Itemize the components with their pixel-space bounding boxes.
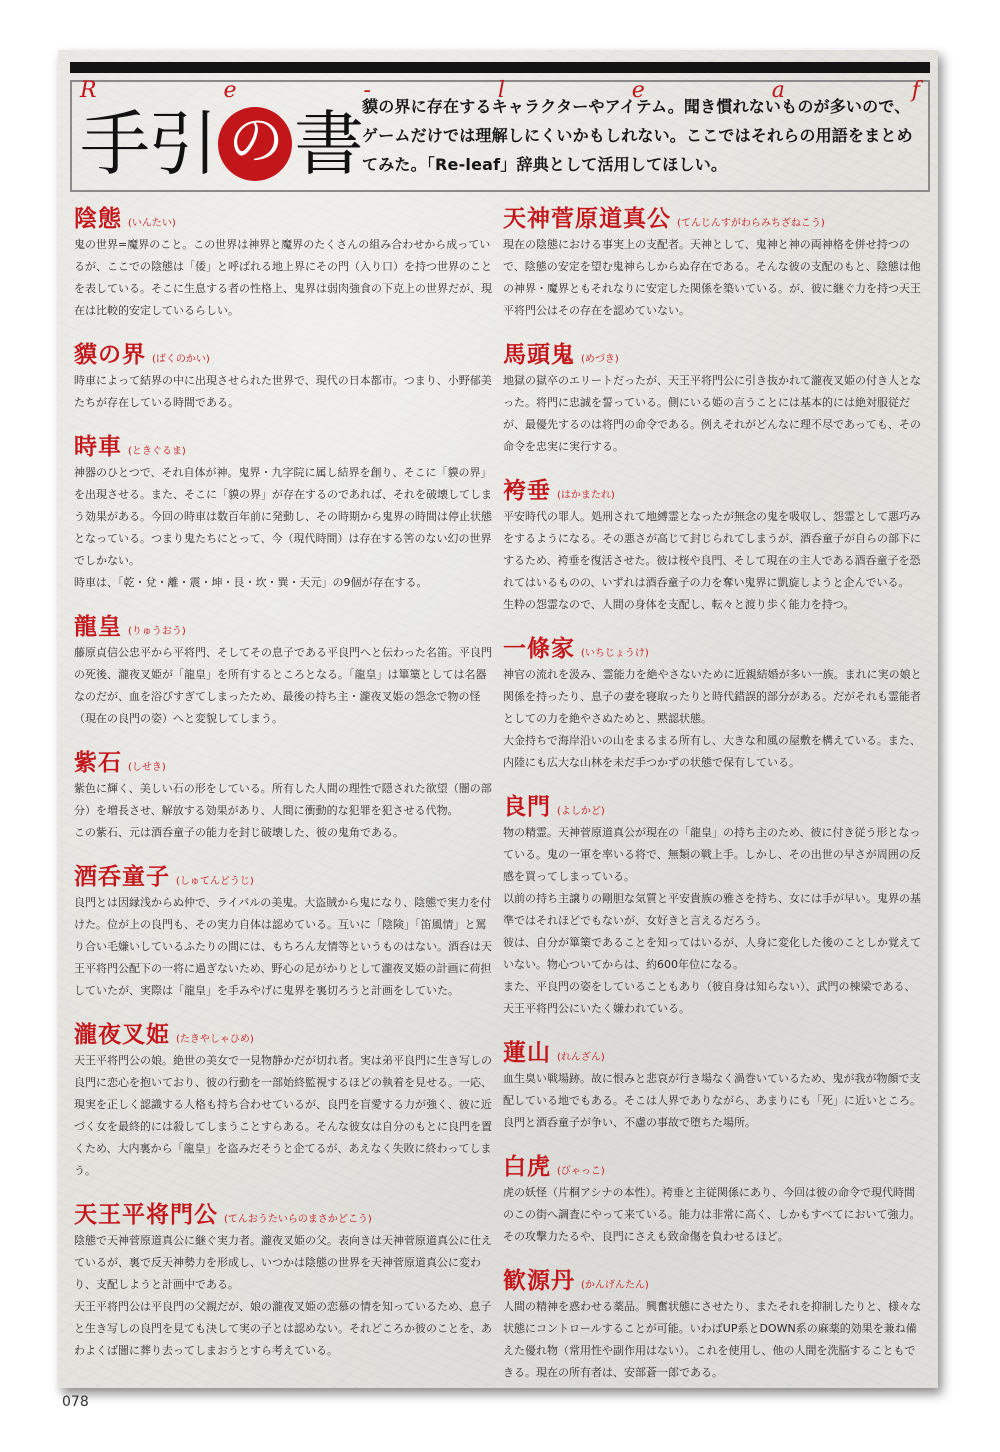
- entry-body: [74, 778, 494, 844]
- header-letter: l: [497, 78, 505, 103]
- entry-term: 天王平将門公: [74, 1202, 218, 1228]
- entry-term: 白虎: [503, 1154, 551, 1180]
- glossary-entry: [503, 1262, 923, 1384]
- entry-paragraph: 現在の陰態における事実上の支配者。天神として、鬼神と神の両神格を併せ持つので、陰態の安定を望む鬼神らしからぬ存在である。そんな彼の支配のもと、陰態は他の神界・魔界ともそれなりに安定した関係を築いている。が、彼に継ぐ力を持つ天王平将門公はその存在を認めていない。: [503, 238, 921, 317]
- entry-body: [503, 664, 923, 774]
- entry-term: 陰態: [74, 206, 122, 232]
- entry-paragraph: 地獄の獄卒のエリートだったが、天王平将門公に引き抜かれて瀧夜叉姫の付き人となった。将門に忠誠を誓っている。側にいる姫の言うことには基本的には絶対服従だが、最優先するのは将門の命令である。例えそれがどんなに理不尽であっても、その命令を忠実に実行する。: [503, 374, 921, 453]
- entry-paragraph: 天王平将門公は平良門の父親だが、娘の瀧夜叉姫の恋慕の情を知っているため、息子と生き写しの良門を見ても決して実の子とは認めない。それどころか彼のことを、あわよくば闇に葬り去ってしまおうとすら考えている。: [74, 1300, 492, 1357]
- entry-paragraph: 紫色に輝く、美しい石の形をしている。所有した人間の理性で隠された欲望（闇の部分）を増長させ、解放する効果があり、人間に衝動的な犯罪を犯させる代物。: [74, 782, 492, 817]
- entry-heading: [503, 1034, 923, 1066]
- right-column: [503, 200, 923, 1398]
- entry-paragraph: 陰態で天神菅原道真公に継ぐ実力者。瀧夜叉姫の父。表向きは天神菅原道真公に仕えているが、裏で反天神勢力を形成し、いつかは陰態の世界を天神菅原道真公に変わり、支配しようと計画中である。: [74, 1234, 492, 1291]
- entry-body: [74, 642, 494, 730]
- entry-paragraph: 天王平将門公の娘。絶世の美女で一見物静かだが切れ者。実は弟平良門に生き写しの良門に恋心を抱いており、彼の行動を一部始終監視するほどの執着を見せる。一応、現実を正しく認識する人格も持ち合わせているが、良門を盲愛する力が強く、彼に近づく女を最終的には殺してしまうことすらある。そんな彼女は自分のもとに良門を置くため、大内裏から「龍皇」を盗みだそうと企てるが、あえなく失敗に終わってしまう。: [74, 1054, 492, 1177]
- glossary-entry: [503, 336, 923, 458]
- entry-paragraph: 大金持ちで海岸沿いの山をまるまる所有し、大きな和風の屋敷を構えている。また、内陸にも広大な山林を未だ手つかずの状態で保有している。: [503, 734, 921, 769]
- intro-text: 貘の界に存在するキャラクターやアイテム。聞き慣れないものが多いので、ゲームだけでは理解しにくいかもしれない。ここではそれらの用語をまとめてみた。「Re-leaf」辞典として活用してほしい。: [362, 97, 913, 174]
- entry-reading: (はかまたれ): [557, 490, 615, 501]
- left-column: [74, 200, 494, 1376]
- entry-reading: (いちじょうけ): [581, 648, 649, 659]
- entry-term: 馬頭鬼: [503, 342, 575, 368]
- entry-term: 良門: [503, 794, 551, 820]
- header-letter: e: [223, 78, 237, 103]
- entry-reading: (たきやしゃひめ): [176, 1034, 254, 1045]
- entry-paragraph: 鬼の世界=魔界のこと。この世界は神界と魔界のたくさんの組み合わせから成っているが、ここでの陰態は「倭」と呼ばれる地上界にその門（入り口）を持つ世界のことを表している。そこに生息する者の性格上、鬼界は弱肉強食の下克上の世界だが、現在は比較的安定しているらしい。: [74, 238, 492, 317]
- entry-paragraph: 時車は、「乾・兌・離・震・坤・艮・坎・巽・天元」の9個が存在する。: [74, 576, 428, 589]
- entry-reading: (ばくのかい): [152, 354, 210, 365]
- entry-body: [74, 1230, 494, 1362]
- entry-reading: (かんげんたん): [581, 1280, 649, 1291]
- entry-paragraph: 平安時代の罪人。処刑されて地縛霊となったが無念の鬼を吸収し、怨霊として悪巧みをするようになる。その悪さが高じて封じられてしまうが、酒呑童子が自らの部下にするため、袴垂を復活させた。彼は桜や良門、そして現在の主人である酒呑童子を恐れてはいるものの、いずれは酒呑童子の力を奪い鬼界に凱旋しようと企んでいる。: [503, 510, 921, 589]
- header-letter: e: [631, 78, 645, 103]
- entry-heading: [503, 788, 923, 820]
- header-letter: f: [911, 78, 920, 103]
- header-letter: R: [80, 78, 97, 103]
- page-title-logo: [80, 96, 360, 192]
- entry-term: 酒呑童子: [74, 864, 170, 890]
- logo-text-first: 手引: [80, 103, 216, 185]
- glossary-entry: [74, 200, 494, 322]
- entry-paragraph: 時車によって結界の中に出現させられた世界で、現代の日本都市。つまり、小野郁美たちが存在している時間である。: [74, 374, 492, 409]
- entry-reading: (てんおうたいらのまさかどこう): [224, 1214, 372, 1225]
- header-letter: -: [363, 78, 371, 103]
- entry-reading: (びゃっこ): [557, 1166, 605, 1177]
- entry-heading: [74, 1196, 494, 1228]
- entry-reading: (りゅうおう): [128, 626, 186, 637]
- entry-paragraph: 彼は、自分が篳篥であることを知ってはいるが、人身に変化した後のことしか覚えていない。物心ついてからは、約600年位になる。: [503, 936, 921, 971]
- glossary-entry: [74, 1196, 494, 1362]
- entry-paragraph: 血生臭い戦場跡。故に恨みと悲哀が行き場なく渦巻いているため、鬼が我が物顔で支配している地でもある。そこは人界でありながら、あまりにも「死」に近いところ。良門と酒呑童子が争い、不慮の事故で堕ちた場所。: [503, 1072, 921, 1129]
- entry-paragraph: 良門とは因縁浅からぬ仲で、ライバルの美鬼。大盗賊から鬼になり、陰態で実力を付けた。位が上の良門も、その実力自体は認めている。互いに「陰険」「笛風情」と罵り合い毛嫌いしているふたりの間には、もちろん友情等というものはない。酒呑は天王平将門公配下の一将に過ぎないため、野心の足がかりとして瀧夜叉姫の計画に荷担していたが、実際は「龍皇」を手みやげに鬼界を裏切ろうと計画をしていた。: [74, 896, 492, 997]
- entry-heading: [74, 858, 494, 890]
- entry-term: 袴垂: [503, 478, 551, 504]
- entry-reading: (しせき): [128, 762, 166, 773]
- entry-term: 蓮山: [503, 1040, 551, 1066]
- entry-heading: [74, 1016, 494, 1048]
- entry-paragraph: 藤原貞信公忠平から平将門、そしてその息子である平良門へと伝わった名笛。平良門の死後、瀧夜叉姫が「龍皇」を所有するところとなる。「龍皇」は篳篥としては名器なのだが、血を浴びすぎてしまったため、最後の持ち主・瀧夜叉姫の怨念で物の怪（現在の良門の姿）へと変貌してしまう。: [74, 646, 492, 725]
- entry-term: 瀧夜叉姫: [74, 1022, 170, 1048]
- entry-reading: (いんたい): [128, 218, 176, 229]
- entry-reading: (よしかど): [557, 806, 605, 817]
- entry-heading: [503, 200, 923, 232]
- entry-paragraph: 物の精霊。天神菅原道真公が現在の「龍皇」の持ち主のため、彼に付き従う形となっている。鬼の一軍を率いる将で、無類の戦上手。しかし、その出世の早さが周囲の反感を買ってしまっている。: [503, 826, 921, 883]
- logo-red-circle: の: [218, 107, 292, 181]
- entry-heading: [503, 336, 923, 368]
- entry-body: [74, 892, 494, 1002]
- entry-body: [74, 1050, 494, 1182]
- entry-term: 一條家: [503, 636, 575, 662]
- glossary-entry: [503, 1034, 923, 1134]
- glossary-entry: [503, 788, 923, 1020]
- glossary-entry: [503, 200, 923, 322]
- logo-text-last: 書: [294, 103, 362, 185]
- entry-heading: [74, 608, 494, 640]
- entry-term: 時車: [74, 434, 122, 460]
- entry-paragraph: 虎の妖怪（片桐アシナの本性）。袴垂と主従関係にあり、今回は彼の命令で現代時間のこの街へ調査にやって来ている。能力は非常に高く、しかもすべてにおいて強力。その攻撃力たるや、良門にさえも致命傷を負わせるほど。: [503, 1186, 921, 1243]
- glossary-entry: [74, 336, 494, 414]
- entry-body: [503, 506, 923, 616]
- entry-heading: [74, 428, 494, 460]
- entry-heading: [74, 336, 494, 368]
- glossary-entry: [74, 428, 494, 594]
- entry-paragraph: また、平良門の姿をしていることもあり（彼自身は知らない）、武門の棟梁である、天王平将門公にいたく嫌われている。: [503, 980, 916, 1015]
- entry-reading: (てんじんすがわらみちざねこう): [677, 218, 825, 229]
- entry-reading: (ときぐるま): [128, 446, 186, 457]
- page-number: 078: [62, 1394, 89, 1410]
- entry-body: [74, 462, 494, 594]
- glossary-entry: [503, 472, 923, 616]
- entry-paragraph: 神官の流れを汲み、霊能力を絶やさないために近親結婚が多い一族。まれに実の娘と関係を持ったり、息子の妻を寝取ったりと時代錯誤的部分がある。だがそれも霊能者としての力を絶やさぬためと、黙認状態。: [503, 668, 922, 725]
- entry-paragraph: 人間の精神を惑わせる薬品。興奮状態にさせたり、またそれを抑制したりと、様々な状態にコントロールすることが可能。いわばUP系とDOWN系の麻薬的効果を兼ね備えた優れ物（常用性や副作用はない）。これを使用し、他の人間を洗脳することもできる。現在の所有者は、安部蒼一郎である。: [503, 1300, 921, 1379]
- top-black-bar: [70, 62, 930, 73]
- entry-body: [503, 370, 923, 458]
- entry-reading: (めづき): [581, 354, 619, 365]
- glossary-entry: [74, 1016, 494, 1182]
- entry-body: [503, 234, 923, 322]
- entry-paragraph: この紫石、元は酒呑童子の能力を封じ破壊した、彼の鬼角である。: [74, 826, 404, 839]
- entry-heading: [503, 630, 923, 662]
- glossary-entry: [503, 1148, 923, 1248]
- glossary-entry: [74, 744, 494, 844]
- entry-body: [503, 1296, 923, 1384]
- entry-term: 天神菅原道真公: [503, 206, 671, 232]
- entry-heading: [503, 472, 923, 504]
- header-letter: a: [771, 78, 785, 103]
- entry-body: [74, 234, 494, 322]
- glossary-entry: [74, 858, 494, 1002]
- entry-heading: [503, 1262, 923, 1294]
- entry-term: 貘の界: [74, 342, 146, 368]
- entry-paragraph: 神器のひとつで、それ自体が神。鬼界・九字院に属し結界を創り、そこに「貘の界」を出現させる。また、そこに「貘の界」が存在するのであれば、それを破壊してしまう効果がある。今回の時車は数百年前に発動し、その時期から鬼界の時間は停止状態となっている。つまり鬼たちにとって、今（現代時間）は存在する筈のない幻の世界でしかない。: [74, 466, 492, 567]
- entry-term: 歓源丹: [503, 1268, 575, 1294]
- entry-heading: [74, 744, 494, 776]
- entry-body: [503, 1182, 923, 1248]
- entry-heading: [503, 1148, 923, 1180]
- entry-body: [503, 1068, 923, 1134]
- entry-heading: [74, 200, 494, 232]
- entry-reading: (れんざん): [557, 1052, 605, 1063]
- entry-body: [503, 822, 923, 1020]
- entry-reading: (しゅてんどうじ): [176, 876, 254, 887]
- entry-paragraph: 生粋の怨霊なので、人間の身体を支配し、転々と渡り歩く能力を持つ。: [503, 598, 855, 611]
- entry-paragraph: 以前の持ち主譲りの剛胆な気質と平安貴族の雅さを持ち、女には手が早い。鬼界の基準ではそれほどでもないが、女好きと言えるだろう。: [503, 892, 921, 927]
- entry-body: [74, 370, 494, 414]
- entry-term: 紫石: [74, 750, 122, 776]
- glossary-entry: [74, 608, 494, 730]
- glossary-entry: [503, 630, 923, 774]
- entry-term: 龍皇: [74, 614, 122, 640]
